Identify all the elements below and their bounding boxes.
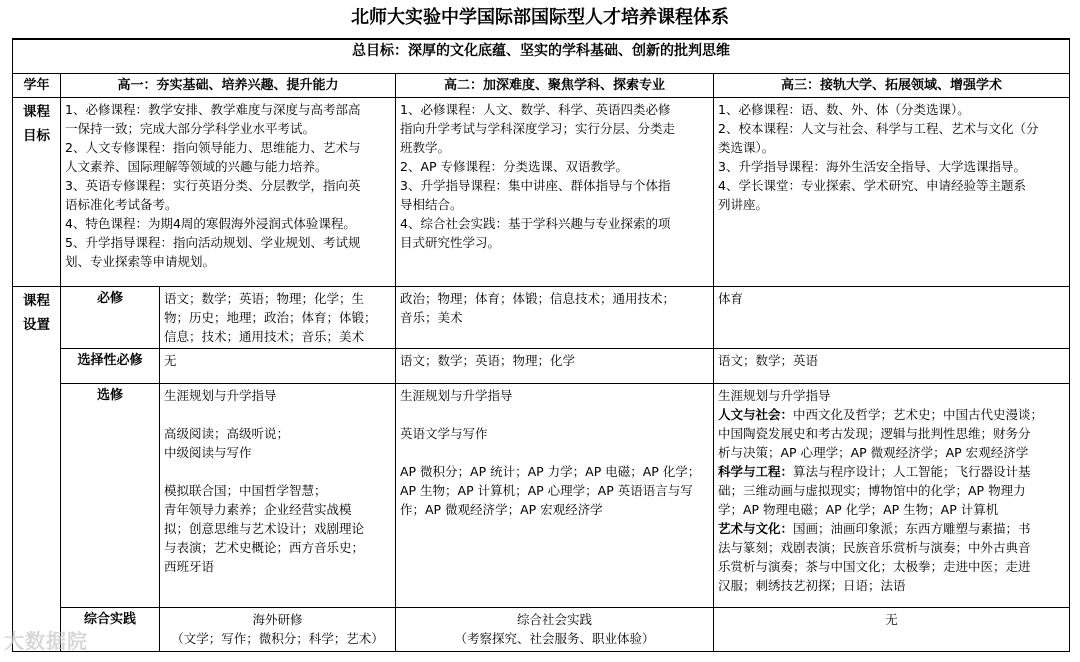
humanities-label: 人文与社会： [718,406,794,422]
required-grade-12 [714,286,1070,349]
course-line: 生涯规划与升学指导 [164,387,277,403]
settings-label: 课程设置 [13,286,61,652]
goal-line: 4、综合社会实践：基于学科兴趣与专业探索的项 [400,216,671,232]
selective-required-label: 选择性必修 [61,349,160,383]
course-line [718,405,1065,424]
goal-line: 1、必修课程：教学安排、教学难度与深度与高考部高 [65,102,361,118]
practice-line: 海外研修 [252,612,303,628]
course-line: 语文；数学；英语；物理；化学；生 [164,290,365,306]
goal-line: 3、升学指导课程：集中讲座、群体指导与个体指 [400,178,671,194]
goal-line: 一保持一致；完成大部分学科学业水平考试。 [65,121,316,137]
course-line: 中级阅读与写作 [164,444,252,460]
goal-line: 2、校本课程：人文与社会、科学与工程、艺术与文化（分 [718,121,1039,137]
page-title: 北师大实验中学国际部国际型人才培养课程体系 [351,7,729,28]
electives-row [13,383,1070,608]
required-grade-10 [160,286,396,349]
practice-grade-12: 无 [714,608,1070,652]
arts-label: 艺术与文化： [718,520,794,536]
course-line: 法与篆刻；戏剧表演；民族音乐赏析与演奏；中外古典音 [718,539,1031,555]
course-line: 信息；技术；通用技术；音乐；美术 [164,328,365,344]
course-line: 政治；物理；体育；体锻；信息技术；通用技术； [400,290,676,306]
required-grade-11 [396,286,714,349]
course-line: 中国陶瓷发展史和考古发现；逻辑与批判性思维；财务分 [718,425,1031,441]
course-line: 生涯规划与升学指导 [718,387,831,403]
practice-line: 综合社会实践 [516,612,592,628]
goals-grade-11 [396,98,714,286]
required-label: 必修 [61,286,160,349]
goals-label: 课程目标 [13,98,61,286]
practice-grade-10 [160,608,396,652]
selective-required-grade-10: 无 [160,349,396,383]
course-line: AP 微积分；AP 统计；AP 力学；AP 电磁；AP 化学； [400,463,701,479]
arts-courses: 国画；油画印象派；东西方雕塑与素描；书 [793,520,1031,536]
goal-line: 划、专业探索等申请规划。 [65,254,216,270]
electives-label: 选修 [61,383,160,608]
header-grade-10: 高一：夯实基础、培养兴趣、提升能力 [61,73,396,97]
goal-line: 4、特色课程：为期4周的寒假海外浸润式体验课程。 [65,216,356,232]
curriculum-table [12,38,1070,652]
goal-line: 3、升学指导课程：海外生活安全指导、大学选课指导。 [718,159,1026,175]
goal-line: 2、人文专修课程：指向领导能力、思维能力、艺术与 [65,140,361,156]
selective-required-row [13,349,1070,383]
goal-line: 指向升学考试与学科深度学习；实行分层、分类走 [400,121,676,137]
header-year: 学年 [13,73,61,97]
goals-grade-12 [714,98,1070,286]
science-label: 科学与工程： [718,463,794,479]
practice-label: 综合实践 [61,608,160,652]
practice-grade-11 [396,608,714,652]
required-row [13,286,1070,349]
course-line: 物；历史；地理；政治；体育；体锻； [164,309,377,325]
goal-line: 班教学。 [400,140,451,156]
course-line: 高级阅读；高级听说； [164,425,290,441]
goal-line: 4、学长课堂：专业探索、学术研究、申请经验等主题系 [718,178,1026,194]
course-line: 乐赏析与演奏；茶与中国文化；太极拳；走进中医；走进 [718,558,1031,574]
goal-line: 语标准化考试备考。 [65,197,178,213]
course-line: 学；AP 物理电磁；AP 化学；AP 生物；AP 计算机 [718,501,999,517]
practice-row [13,608,1070,652]
electives-grade-12 [714,383,1070,608]
goals-row [13,98,1070,286]
course-line: 音乐；美术 [400,309,463,325]
course-line [718,462,1065,481]
course-line: 英语文学与写作 [400,425,488,441]
goal-line: 1、必修课程：语、数、外、体（分类选课）。 [718,102,970,118]
course-line: 西班牙语 [164,558,215,574]
header-grade-11: 高二：加深难度、聚焦学科、探索专业 [396,73,714,97]
course-line: 础；三维动画与虚拟现实；博物馆中的化学；AP 物理力 [718,482,1026,498]
selective-required-grade-12: 语文；数学；英语 [714,349,1070,383]
goal-line: 列讲座。 [718,197,769,213]
goal-line: 人文素养、国际理解等领域的兴趣与能力培养。 [65,159,328,175]
goals-grade-10 [61,98,396,286]
course-line [718,519,1065,538]
course-line: AP 生物；AP 计算机；AP 心理学；AP 英语语言与写 [400,482,693,498]
course-line: 汉服；刺绣技艺初探；日语；法语 [718,577,906,593]
overall-goal: 总目标：深厚的文化底蕴、坚实的学科基础、创新的批判思维 [13,39,1070,73]
goal-row [13,39,1070,73]
practice-line: （考察探究、社会服务、职业体验） [454,631,655,647]
course-line: 与表演；艺术史概论；西方音乐史； [164,539,365,555]
science-courses: 算法与程序设计；人工智能；飞行器设计基 [793,463,1031,479]
goal-line: 5、升学指导课程：指向活动规划、学业规划、考试规 [65,235,361,251]
goal-line: 导相结合。 [400,197,463,213]
goal-line: 3、英语专修课程：实行英语分类、分层教学，指向英 [65,178,361,194]
course-line: 作；AP 微观经济学；AP 宏观经济学 [400,501,603,517]
electives-grade-10 [160,383,396,608]
course-line: 体育 [718,290,744,306]
course-line: 拟；创意思维与艺术设计；戏剧理论 [164,520,365,536]
course-line: 模拟联合国；中国哲学智慧； [164,482,327,498]
course-line: 析与决策；AP 心理学；AP 微观经济学；AP 宏观经济学 [718,444,1029,460]
electives-grade-11 [396,383,714,608]
humanities-courses: 中西文化及哲学；艺术史；中国古代史漫谈； [793,406,1044,422]
goal-line: 目式研究性学习。 [400,235,501,251]
goal-line: 类选课）。 [718,140,775,156]
course-line: 生涯规划与升学指导 [400,387,513,403]
goal-line: 2、AP 专修课程：分类选课、双语教学。 [400,159,629,175]
selective-required-grade-11: 语文；数学；英语；物理；化学 [396,349,714,383]
course-line: 青年领导力素养；企业经营实战模 [164,501,352,517]
watermark: 大数据院 [4,629,88,653]
header-row [13,73,1070,97]
header-grade-12: 高三：接轨大学、拓展领域、增强学术 [714,73,1070,97]
goal-line: 1、必修课程：人文、数学、科学、英语四类必修 [400,102,671,118]
practice-line: （文学；写作；微积分；科学；艺术） [171,631,384,647]
